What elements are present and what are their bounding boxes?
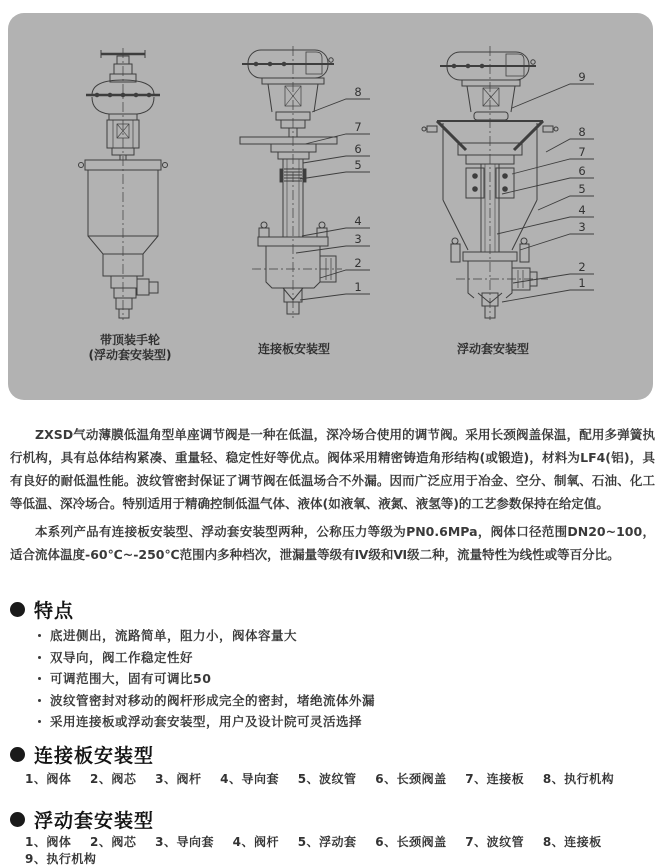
- feature-item: 双导向，阀工作稳定性好: [38, 647, 655, 669]
- callout-sleeve-6: 6: [578, 164, 586, 178]
- features-list: [10, 625, 655, 733]
- callout-plate-8: 8: [354, 85, 362, 99]
- part-item: 8、执行机构: [542, 772, 615, 786]
- callout-sleeve-9: 9: [578, 70, 586, 84]
- section-bullet-icon: [10, 747, 25, 762]
- drawing-plate-mounted-type: [240, 46, 342, 318]
- part-item: 9、执行机构: [25, 852, 97, 866]
- callout-sleeve-5: 5: [578, 182, 586, 196]
- connecting-plate: [240, 137, 337, 144]
- feature-item: 可调范围大，固有可调比50: [38, 668, 655, 690]
- feature-item: 波纹管密封对移动的阀杆形成完全的密封，堵绝流体外漏: [38, 690, 655, 712]
- callout-sleeve-4: 4: [578, 203, 586, 217]
- part-item: 4、阀杆: [232, 835, 279, 849]
- part-item: 1、阀体: [25, 772, 72, 786]
- caption-line: 带顶装手轮: [99, 333, 160, 347]
- callout-sleeve-8: 8: [578, 125, 586, 139]
- callout-sleeve-3: 3: [578, 220, 586, 234]
- intro-paragraph-2: 本系列产品有连接板安装型、浮动套安装型两种，公称压力等级为PN0.6MPa，阀体口径范围DN20~100，适合流体温度-60℃~-250℃范围内多种档次，泄漏量等级有Ⅳ级和Ⅵ级二种，流量特性为线性或等百分比。: [10, 524, 655, 562]
- features-heading: [10, 596, 655, 623]
- part-item: 6、长颈阀盖: [375, 835, 447, 849]
- part-item: 3、阀杆: [155, 772, 202, 786]
- part-item: 4、导向套: [220, 772, 279, 786]
- callout-plate-4: 4: [354, 214, 362, 228]
- section-bullet-icon: [10, 602, 25, 617]
- drawing-handwheel-type: [79, 48, 168, 320]
- plate-section-parts: [25, 770, 655, 787]
- sleeve-section-heading: [10, 806, 655, 833]
- sleeve-section-parts: [25, 833, 655, 867]
- callout-sleeve-2: 2: [578, 260, 586, 274]
- caption-handwheel-type: [55, 333, 205, 363]
- callout-plate-3: 3: [354, 232, 362, 246]
- callout-plate-7: 7: [354, 120, 362, 134]
- section-bullet-icon: [10, 812, 25, 827]
- feature-item: 底进侧出，流路简单，阻力小，阀体容量大: [38, 625, 655, 647]
- caption-plate-mounted-type: 连接板安装型: [257, 342, 330, 356]
- part-item: 2、阀芯: [90, 835, 137, 849]
- callout-plate-1: 1: [354, 280, 362, 294]
- callout-sleeve-1: 1: [578, 276, 586, 290]
- plate-section-heading-label: 连接板安装型: [34, 745, 155, 767]
- callout-plate-2: 2: [354, 256, 362, 270]
- part-item: 7、波纹管: [465, 835, 525, 849]
- part-item: 7、连接板: [465, 772, 525, 786]
- caption-sleeve-mounted-type: 浮动套安装型: [456, 342, 529, 356]
- caption-line: (浮动套安装型): [88, 348, 172, 362]
- part-item: 5、波纹管: [297, 772, 357, 786]
- intro-paragraph-1: ZXSD气动薄膜低温角型单座调节阀是一种在低温，深冷场合使用的调节阀。采用长颈阀盖保温，配用多弹簧执行机构，具有总体结构紧凑、重量轻、稳定性好等优点。阀体采用精密铸造角形结构(或锻造)，材料为LF4(铝)，具有良好的耐低温性能。波纹管密封保证了调节阀在低温场合不外漏。因而广泛应用于冶金、空分、制氧、石油、化工等低温、深冷场合。特别适用于精确控制低温气体、液体(如液氧、液氮、液氢等)的工艺参数保持在给定值。: [10, 427, 655, 511]
- plate-section-heading: [10, 741, 655, 768]
- part-item: 1、阀体: [25, 835, 72, 849]
- part-item: 5、浮动套: [297, 835, 357, 849]
- features-heading-label: 特点: [34, 600, 75, 622]
- feature-item: 采用连接板或浮动套安装型，用户及设计院可灵活选择: [38, 711, 655, 733]
- part-item: 8、连接板: [542, 835, 602, 849]
- callout-sleeve-7: 7: [578, 145, 586, 159]
- callout-plate-5: 5: [354, 158, 362, 172]
- part-item: 3、导向套: [155, 835, 214, 849]
- callout-plate-6: 6: [354, 142, 362, 156]
- plate-type-callouts: [296, 85, 370, 300]
- part-item: 6、长颈阀盖: [375, 772, 447, 786]
- sleeve-section-heading-label: 浮动套安装型: [34, 810, 155, 832]
- part-item: 2、阀芯: [90, 772, 137, 786]
